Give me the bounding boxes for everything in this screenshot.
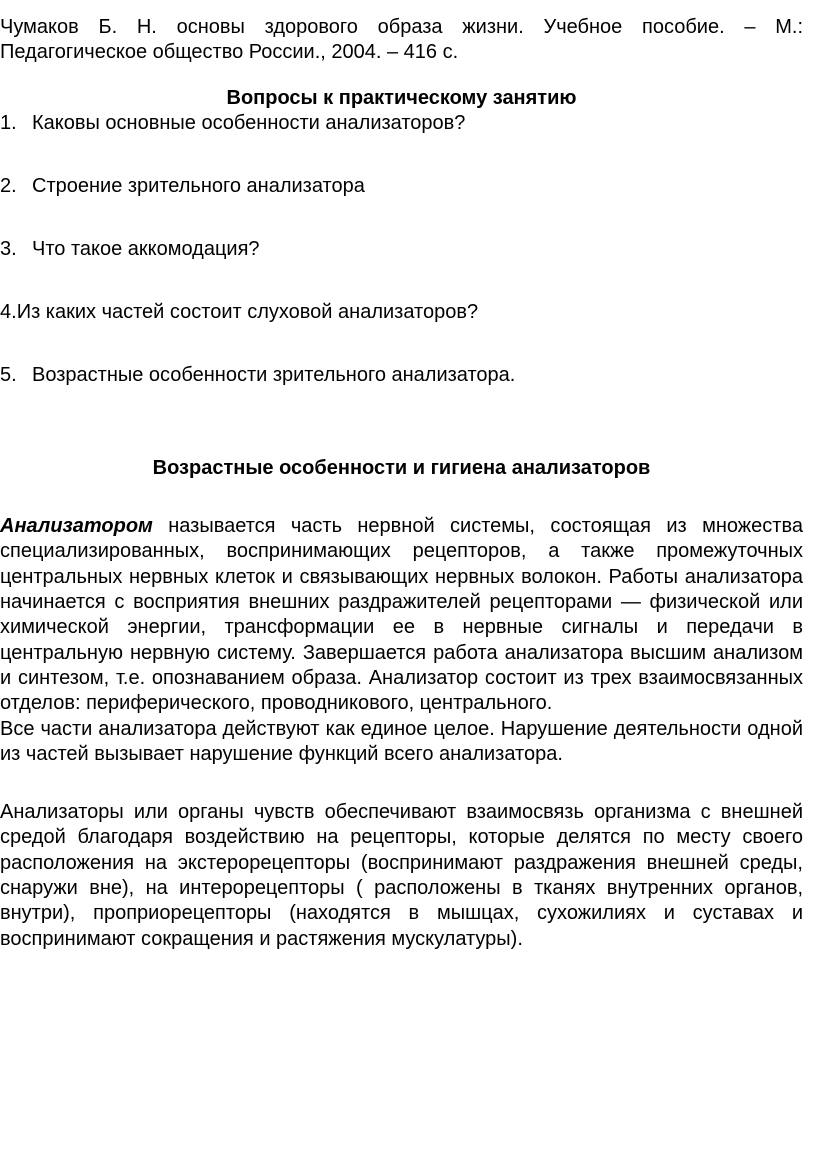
question-number: 2. <box>0 174 17 197</box>
paragraph-definition-text: называется часть нервной системы, состоящая из множества специализированных, воспринимающих рецепторов, а также промежуточных центральных нервных клеток и связывающих нервных волокон. Работы анализатора начинается с восприятия внешних раздражителей рецепторами — физической или химической энергии, трансформации ее в нервные сигналы и передачи в центральную нервную систему. Завершается работа анализатора высшим анализом и синтезом, т.е. опознаванием образа. Анализатор состоит из трех взаимосвязанных отделов: периферического, проводникового, центрального. <box>0 515 803 715</box>
question-item <box>0 237 803 262</box>
question-number: 4. <box>0 300 17 323</box>
defined-term: Анализатором <box>0 515 153 538</box>
question-text: Каковы основные особенности анализаторов? <box>32 111 466 134</box>
questions-heading: Вопросы к практическому занятию <box>226 86 577 109</box>
question-item <box>0 300 803 325</box>
question-text: Из каких частей состоит слуховой анализаторов? <box>16 300 479 323</box>
question-item <box>0 174 803 199</box>
paragraph-receptors: Анализаторы или органы чувств обеспечивают взаимосвязь организма с внешней средой благодаря воздействию на рецепторы, которые делятся по месту своего расположения на экстерорецепторы (воспринимают раздражения внешней среды, снаружи вне), на интерорецепторы ( расположены в тканях внутренних органов, внутри), проприорецепторы (находятся в мышцах, сухожилиях и суставах и воспринимают сокращения и растяжения мускулатуры). <box>0 801 803 950</box>
question-text: Строение зрительного анализатора <box>32 174 365 197</box>
bibliography-reference <box>0 15 803 66</box>
bibliography-line-2: Педагогическое общество России., 2004. – 416 с. <box>0 41 459 64</box>
question-number: 5. <box>0 363 17 386</box>
bibliography-line-1: Чумаков Б. Н. основы здорового образа жизни. Учебное пособие. – М.: <box>0 16 803 38</box>
section-heading: Возрастные особенности и гигиена анализаторов <box>152 456 651 479</box>
question-number: 1. <box>0 111 17 134</box>
paragraph-definition <box>0 514 803 716</box>
question-text: Возрастные особенности зрительного анализатора. <box>32 363 516 386</box>
question-item <box>0 111 803 136</box>
questions-list <box>0 111 803 388</box>
question-number: 3. <box>0 237 17 260</box>
question-item <box>0 363 803 388</box>
question-text: Что такое аккомодация? <box>32 237 260 260</box>
paragraph-unity: Все части анализатора действуют как единое целое. Нарушение деятельности одной из частей вызывает нарушение функций всего анализатора. <box>0 717 803 765</box>
